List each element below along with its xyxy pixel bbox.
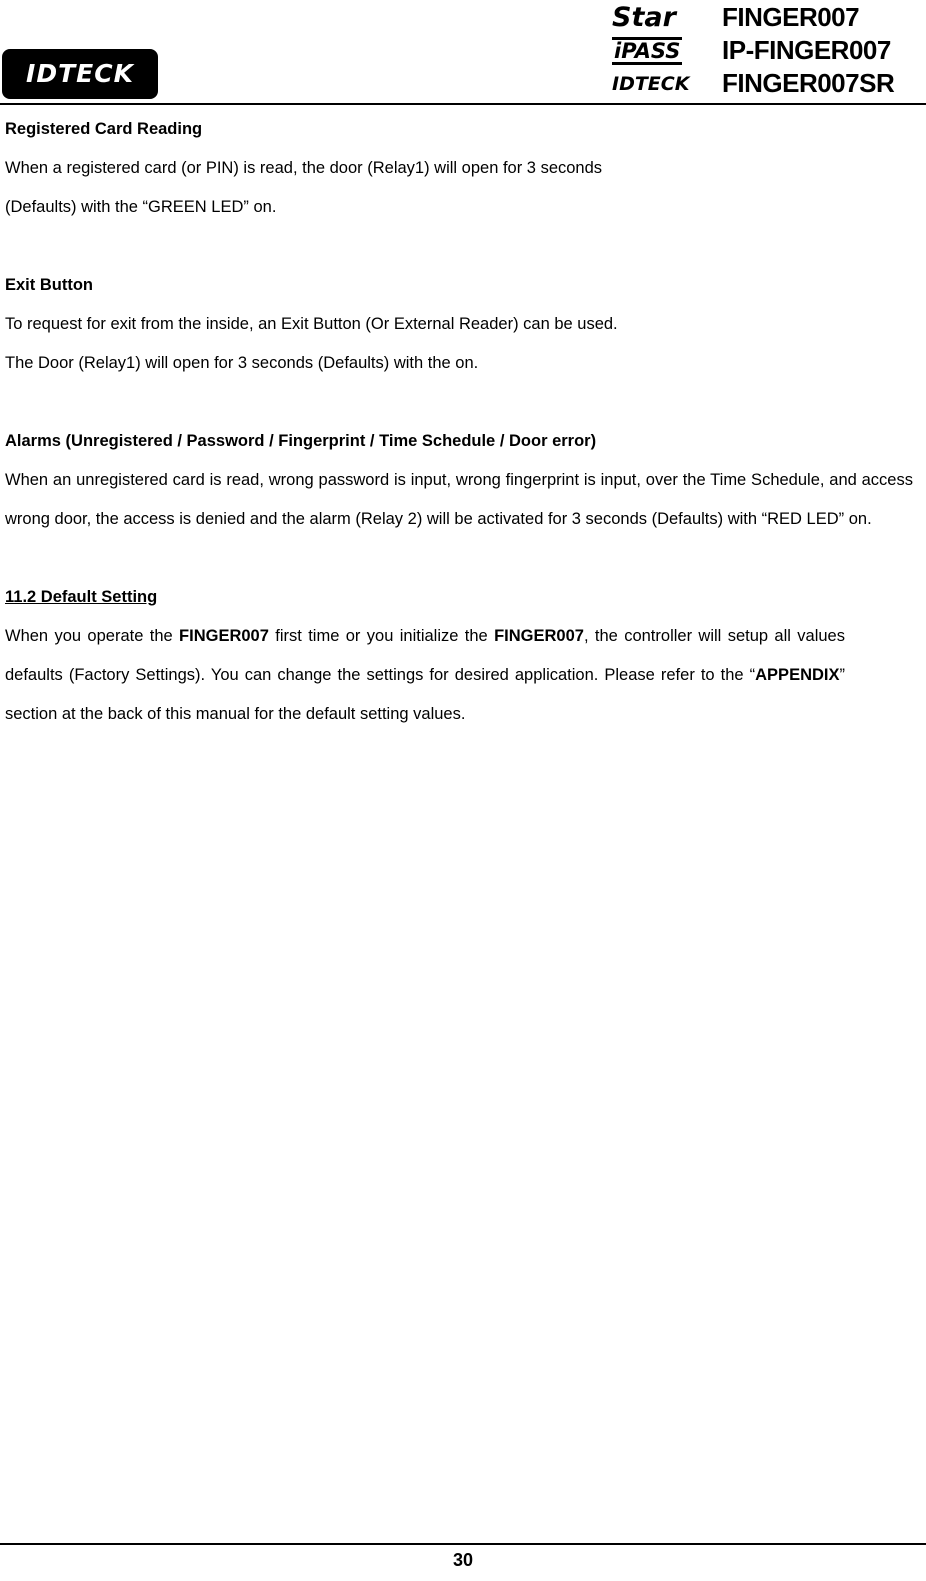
section-registered-card-reading <box>5 110 913 227</box>
paragraph: When you operate the FINGER007 first time or you initialize the FINGER007, the controller will setup all values defaults (Factory Settings). You can change the settings for desired application. Please refer to the “APPENDIX” section at the back of this manual for the default setting values. <box>5 627 845 723</box>
star-brand-logo: Star <box>612 2 676 33</box>
section-heading: Exit Button <box>5 276 93 294</box>
header-divider <box>0 103 926 105</box>
logo-text: IDTECK <box>26 59 134 88</box>
product-name: FINGER007 <box>494 627 584 645</box>
product-line-star <box>612 2 924 35</box>
footer-divider <box>0 1543 926 1545</box>
paragraph-line: (Defaults) with the “GREEN LED” on. <box>5 198 277 216</box>
product-name: FINGER007 <box>179 627 269 645</box>
appendix-reference: APPENDIX <box>755 666 840 684</box>
paragraph-line: When a registered card (or PIN) is read, the door (Relay1) will open for 3 seconds <box>5 159 603 177</box>
product-model: IP-FINGER007 <box>722 35 891 65</box>
section-alarms <box>5 422 913 539</box>
ipass-brand-logo: iPASS <box>614 38 681 63</box>
paragraph: When an unregistered card is read, wrong password is input, wrong fingerprint is input, over the Time Schedule, and access wrong door, the access is denied and the alarm (Relay 2) will be activated for 3 seconds (Defaults) with “RED LED” on. <box>5 471 913 528</box>
product-line-idteck <box>612 68 924 101</box>
product-name-block <box>612 2 924 101</box>
section-heading: 11.2 Default Setting <box>5 588 158 606</box>
page-number: 30 <box>452 1550 474 1570</box>
paragraph-line: The Door (Relay1) will open for 3 seconds (Defaults) with the on. <box>5 354 479 372</box>
page-content <box>5 110 913 734</box>
section-heading: Alarms (Unregistered / Password / Fingerprint / Time Schedule / Door error) <box>5 432 597 450</box>
product-model: FINGER007 <box>722 2 860 32</box>
idteck-brand-logo: IDTECK <box>612 72 690 95</box>
page-header <box>0 0 926 108</box>
section-exit-button <box>5 266 913 383</box>
section-heading: Registered Card Reading <box>5 120 203 138</box>
product-line-ipass <box>612 35 924 68</box>
paragraph-line: To request for exit from the inside, an Exit Button (Or External Reader) can be used. <box>5 315 618 333</box>
product-model: FINGER007SR <box>722 68 895 98</box>
idteck-logo <box>2 49 158 99</box>
section-default-setting <box>5 578 913 734</box>
